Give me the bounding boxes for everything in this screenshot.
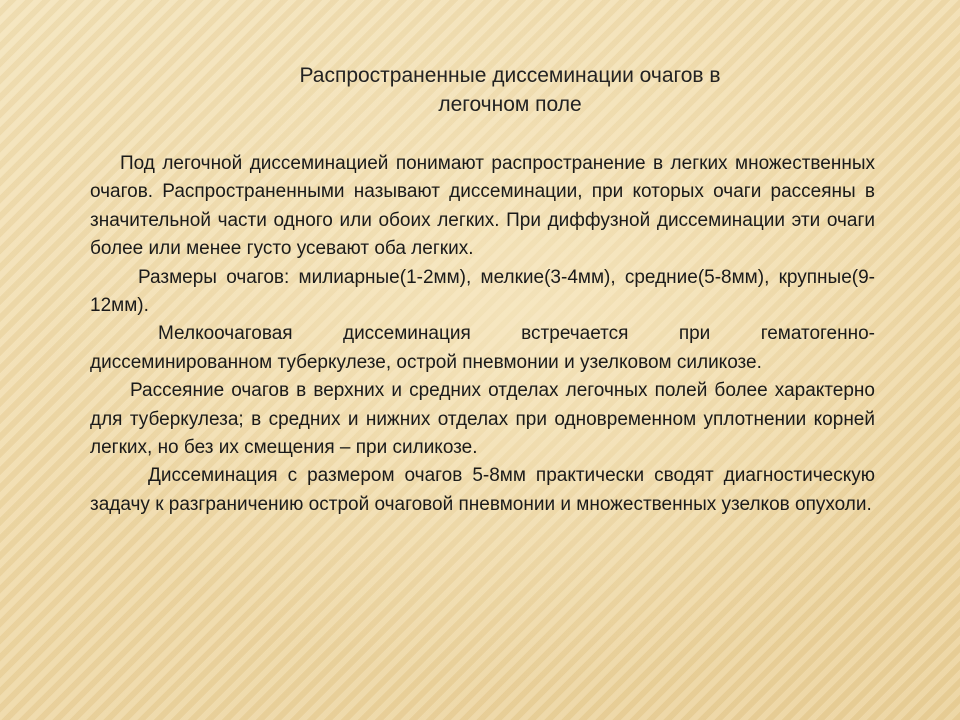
- slide-body: [90, 150, 875, 519]
- slide-title-line-2: легочном поле: [438, 93, 582, 116]
- slide-title: [200, 61, 820, 119]
- paragraph-differential: Диссеминация с размером очагов 5-8мм практически сводят диагностическую задачу к разграничению острой очаговой пневмонии и множественных узелков опухоли.: [90, 465, 875, 515]
- slide-title-line-1: Распространенные диссеминации очагов в: [299, 64, 721, 87]
- paragraph-distribution: Рассеяние очагов в верхних и средних отделах легочных полей более характерно для туберкулеза; в средних и нижних отделах при одновременном уплотнении корней легких, но без их смещения – при силикозе.: [90, 380, 875, 459]
- paragraph-focus-sizes: Размеры очагов: милиарные(1-2мм), мелкие(3-4мм), средние(5-8мм), крупные(9-12мм).: [90, 266, 875, 317]
- paragraph-definition: Под легочной диссеминацией понимают распространение в легких множественных очагов. Распространенными называют диссеминации, при которых очаги рассеяны в значительной части одного или обоих легких. При диффузной диссеминации эти очаги более или менее густо усевают оба легких.: [90, 153, 875, 260]
- paragraph-small-focal: Мелкоочаговая диссеминация встречается при гематогенно-диссеминированном туберкулезе, острой пневмонии и узелковом силикозе.: [90, 323, 875, 373]
